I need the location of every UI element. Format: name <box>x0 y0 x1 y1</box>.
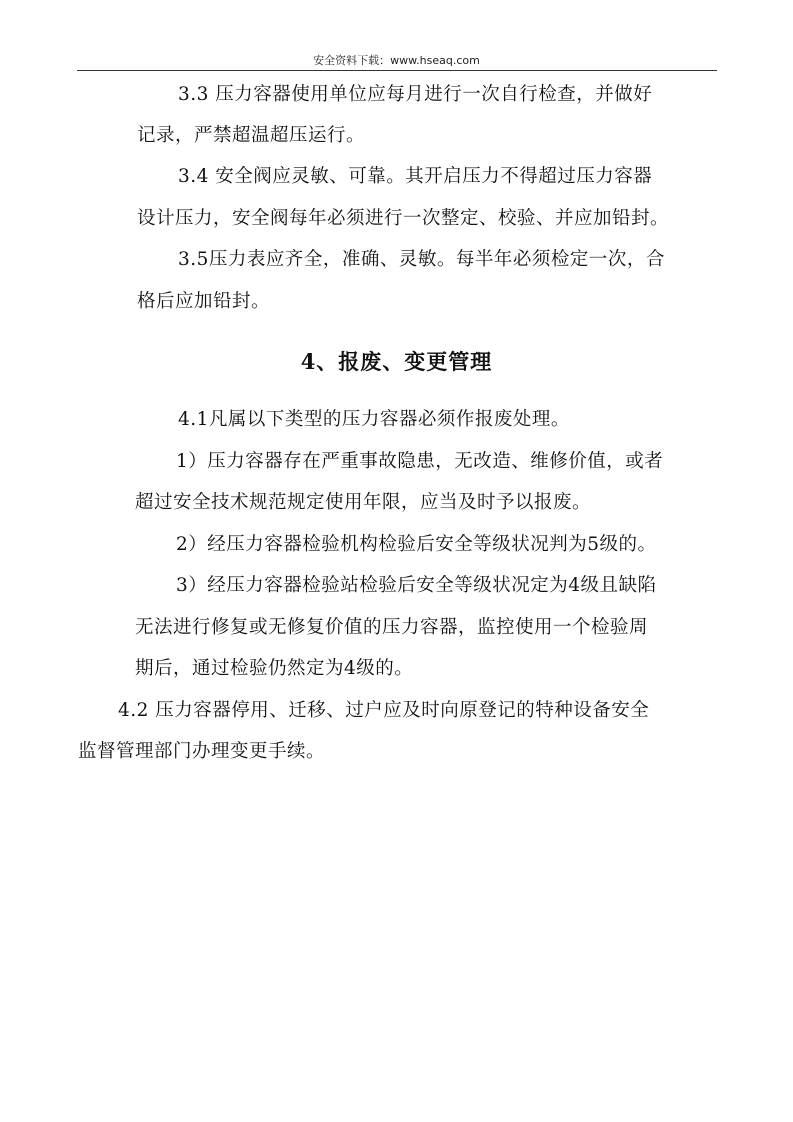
item-3-line-2: 无法进行修复或无修复价值的压力容器，监控使用一个检验周 <box>135 617 649 638</box>
page-header: 安全资料下载：www.hseaq.com <box>313 54 480 67</box>
section-4-heading: 4、报废、变更管理 <box>300 349 493 374</box>
item-3-line-1: 3）经压力容器检验站检验后安全等级状况定为4级且缺陷 <box>176 575 657 596</box>
paragraph-3-4-line-1: 3.4 安全阀应灵敏、可靠。其开启压力不得超过压力容器 <box>178 166 653 187</box>
item-2-line-1: 2）经压力容器检验机构检验后安全等级状况判为5级的。 <box>176 534 657 555</box>
header-divider <box>77 70 717 71</box>
item-1-line-1: 1）压力容器存在严重事故隐患，无改造、维修价值，或者 <box>176 451 664 472</box>
paragraph-4-1: 4.1凡属以下类型的压力容器必须作报废处理。 <box>178 409 570 430</box>
paragraph-4-2-line-1: 4.2 压力容器停用、迁移、过户应及时向原登记的特种设备安全 <box>118 700 650 721</box>
item-1-line-2: 超过安全技术规范规定使用年限，应当及时予以报废。 <box>135 492 592 513</box>
paragraph-3-3-line-1: 3.3 压力容器使用单位应每月进行一次自行检查，并做好 <box>178 84 653 105</box>
paragraph-3-5-line-1: 3.5压力表应齐全，准确、灵敏。每半年必须检定一次，合 <box>178 249 665 270</box>
item-3-line-3: 期后，通过检验仍然定为4级的。 <box>135 658 414 679</box>
paragraph-3-3-line-2: 记录，严禁超温超压运行。 <box>137 125 366 146</box>
paragraph-3-4-line-2: 设计压力，安全阀每年必须进行一次整定、校验、并应加铅封。 <box>137 208 670 229</box>
paragraph-3-5-line-2: 格后应加铅封。 <box>137 291 271 312</box>
paragraph-4-2-line-2: 监督管理部门办理变更手续。 <box>78 741 326 762</box>
